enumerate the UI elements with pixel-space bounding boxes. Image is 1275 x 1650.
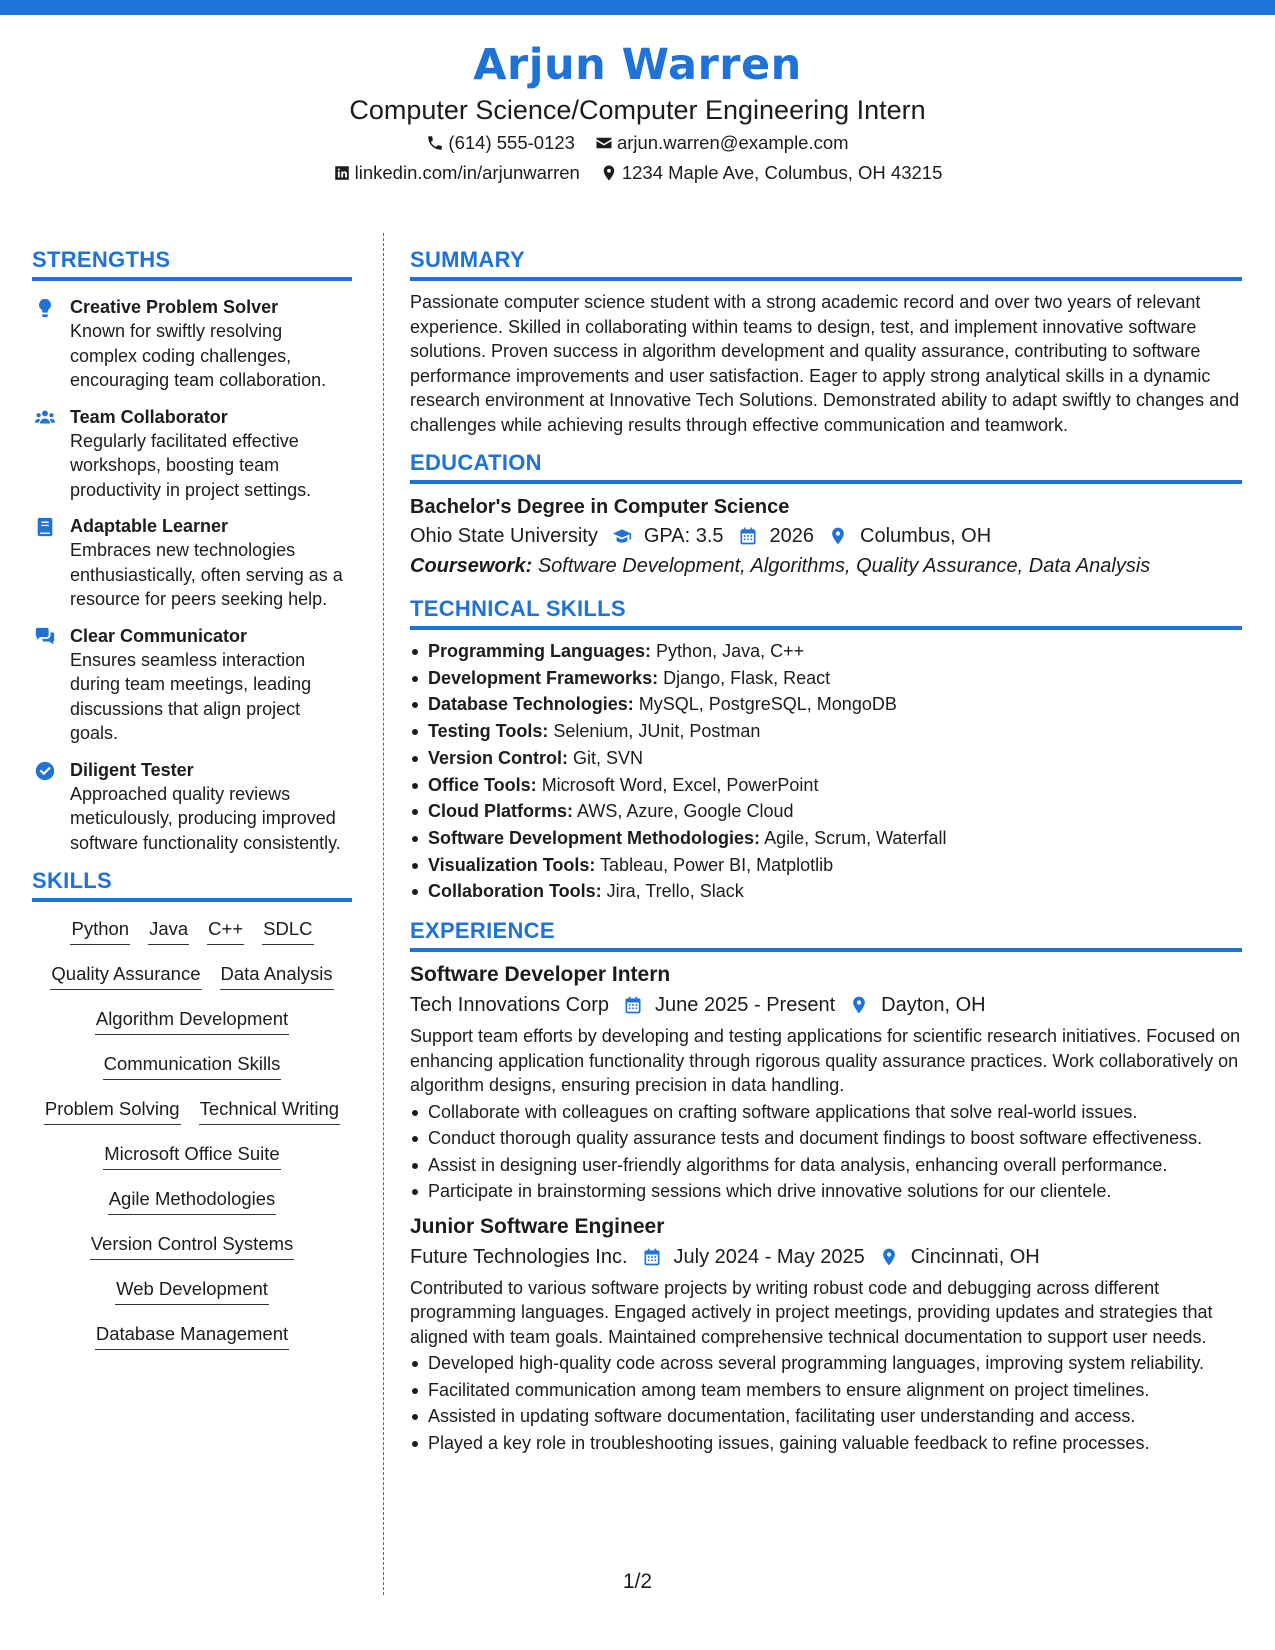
job-title: Junior Software Engineer [410, 1214, 665, 1238]
coursework-label: Coursework: [410, 555, 533, 577]
experience-heading: EXPERIENCE [410, 917, 1242, 952]
school-location: Columbus, OH [860, 525, 992, 547]
skill-tag: Algorithm Development [95, 1006, 289, 1035]
skill-tag: C++ [207, 916, 244, 945]
skill-tag: Agile Methodologies [108, 1186, 277, 1215]
list-item: Played a key role in troubleshooting issues, gaining valuable feedback to refine processes. [410, 1431, 1242, 1456]
list-item: Assist in designing user-friendly algorithms for data analysis, enhancing overall performance. [410, 1153, 1242, 1178]
strength-name: Clear Communicator [70, 625, 248, 646]
job-description: Support team efforts by developing and testing applications for scientific research initiatives. Focused on enhancing application functionality through rigorous quality assurance practices. Work collaboratively on algorithm designs, ensuring precision in data handling. [410, 1026, 1241, 1096]
coursework-list: Software Development, Algorithms, Quality Assurance, Data Analysis [537, 555, 1151, 577]
job-bullets [410, 1351, 1242, 1455]
strengths-list [32, 295, 352, 855]
list-item [410, 852, 1242, 879]
list-item [410, 665, 1242, 692]
skill-row [32, 1049, 352, 1094]
map-marker-icon [828, 526, 848, 546]
list-item [410, 745, 1242, 772]
skill-row [32, 1004, 352, 1049]
left-column [32, 246, 352, 1364]
strength-name: Diligent Tester [70, 759, 194, 780]
linkedin-contact[interactable] [333, 158, 580, 188]
job-title: Software Developer Intern [410, 963, 671, 987]
skill-category: Database Technologies: [428, 694, 634, 715]
summary-text: Passionate computer science student with a strong academic record and over two years of relevant experience. Skilled in collaborating within teams to design, test, and implement innovative software solutions. Proven success in algorithm development and quality assurance, contributing to software performance improvements and user satisfaction. Eager to apply strong analytical skills in a dynamic research environment at Innovative Tech Solutions. Demonstrated ability to adapt swiftly to changes and challenges while achieving results through effective communication and teamwork. [410, 292, 1240, 435]
phone-text: (614) 555-0123 [448, 132, 575, 153]
list-item: Assisted in updating software documentation, facilitating user understanding and access. [410, 1404, 1242, 1429]
technical-skills-list [410, 638, 1242, 905]
calendar-icon [642, 1247, 662, 1267]
map-marker-icon [849, 995, 869, 1015]
skill-values: Jira, Trello, Slack [606, 881, 744, 902]
skill-tag: Java [148, 916, 189, 945]
skill-row [32, 1229, 352, 1274]
list-item [410, 825, 1242, 852]
map-marker-icon [879, 1247, 899, 1267]
skill-tag: Database Management [95, 1321, 289, 1350]
company-name: Future Technologies Inc. [410, 1245, 628, 1268]
lightbulb-icon [34, 297, 56, 319]
phone-icon [426, 134, 444, 152]
strength-desc: Known for swiftly resolving complex coding challenges, encouraging team collaboration. [70, 321, 327, 390]
strength-item [32, 758, 352, 856]
skill-tag: Data Analysis [220, 961, 334, 990]
summary-heading: SUMMARY [410, 246, 1242, 281]
list-item [410, 691, 1242, 718]
strength-desc: Ensures seamless interaction during team meetings, leading discussions that align project goals. [70, 649, 312, 743]
job-dates: June 2025 - Present [655, 994, 836, 1017]
skill-category: Programming Languages: [428, 641, 652, 661]
list-item: Developed high-quality code across several programming languages, improving system reliability. [410, 1351, 1242, 1376]
candidate-title: Computer Science/Computer Engineering Intern [349, 95, 926, 125]
address-contact [600, 158, 943, 188]
job-entry [410, 1212, 1242, 1456]
list-item [410, 718, 1242, 745]
skill-row [32, 1139, 352, 1184]
skill-values: Python, Java, C++ [656, 641, 805, 661]
contact-row-2 [0, 158, 1275, 188]
strength-item [32, 514, 352, 612]
school-name: Ohio State University [410, 525, 598, 547]
skill-values: Agile, Scrum, Waterfall [764, 827, 947, 848]
address-text: 1234 Maple Ave, Columbus, OH 43215 [621, 162, 943, 183]
skill-row [32, 1184, 352, 1229]
company-name: Tech Innovations Corp [410, 994, 610, 1017]
skill-category: Office Tools: [428, 774, 537, 795]
top-accent-bar [0, 0, 1275, 15]
degree-name: Bachelor's Degree in Computer Science [410, 496, 790, 518]
skill-tag: Python [70, 916, 130, 945]
skill-category: Visualization Tools: [428, 854, 596, 875]
skill-category: Collaboration Tools: [428, 881, 602, 902]
page-number: 1/2 [622, 1570, 653, 1593]
skill-tag: Quality Assurance [50, 961, 201, 990]
job-description: Contributed to various software projects by writing robust code and debugging across different programming languages. Engaged actively in project meetings, providing updates and strategies that aligned with team goals. Maintained comprehensive technical documentation to support user needs. [410, 1277, 1213, 1347]
right-column [410, 246, 1242, 1455]
list-item: Collaborate with colleagues on crafting software applications that solve real-world issues. [410, 1100, 1242, 1125]
strengths-heading: STRENGTHS [32, 246, 352, 281]
coursework-line [410, 551, 1242, 581]
comments-icon [34, 626, 56, 648]
technical-skills-section [410, 595, 1242, 905]
skill-tag: Version Control Systems [90, 1231, 295, 1260]
column-divider [383, 233, 384, 1595]
skill-category: Testing Tools: [428, 721, 549, 742]
job-location: Cincinnati, OH [910, 1245, 1040, 1268]
job-entry [410, 960, 1242, 1204]
map-marker-icon [600, 164, 618, 182]
strength-item [32, 405, 352, 503]
skill-values: Selenium, JUnit, Postman [553, 721, 761, 742]
job-location: Dayton, OH [881, 994, 986, 1017]
list-item [410, 798, 1242, 825]
email-contact[interactable] [595, 128, 849, 158]
strength-name: Creative Problem Solver [70, 297, 279, 317]
resume-header [0, 38, 1275, 188]
skill-category: Version Control: [428, 747, 569, 768]
skills-tag-list [32, 914, 352, 1364]
skill-row [32, 914, 352, 959]
skill-category: Development Frameworks: [428, 667, 659, 688]
job-dates: July 2024 - May 2025 [673, 1245, 865, 1268]
users-icon [34, 407, 56, 429]
envelope-icon [595, 134, 613, 152]
job-bullets [410, 1100, 1242, 1204]
skills-heading: SKILLS [32, 867, 352, 902]
strength-desc: Regularly facilitated effective workshops, boosting team productivity in project settings. [70, 430, 312, 500]
gpa-text: GPA: 3.5 [643, 525, 724, 547]
calendar-icon [738, 526, 758, 546]
skill-row [32, 1319, 352, 1364]
skill-tag: Communication Skills [103, 1051, 282, 1080]
skill-row [32, 959, 352, 1004]
list-item [410, 638, 1242, 665]
skill-row [32, 1274, 352, 1319]
education-meta [410, 521, 1242, 551]
skill-tag: Web Development [115, 1276, 269, 1305]
strength-item [32, 295, 352, 393]
list-item [410, 772, 1242, 799]
skill-row [32, 1094, 352, 1139]
job-meta [410, 990, 1242, 1020]
skill-category: Cloud Platforms: [428, 801, 574, 822]
strength-name: Adaptable Learner [70, 516, 229, 536]
strength-name: Team Collaborator [70, 406, 228, 427]
skill-values: Git, SVN [573, 747, 644, 768]
list-item: Conduct thorough quality assurance tests and document findings to boost software effectiveness. [410, 1126, 1242, 1151]
graduation-cap-icon [612, 526, 632, 546]
skill-values: AWS, Azure, Google Cloud [577, 801, 794, 822]
skill-values: Django, Flask, React [663, 667, 831, 688]
skill-values: Tableau, Power BI, Matplotlib [600, 854, 834, 875]
candidate-name: Arjun Warren [473, 40, 802, 90]
strength-desc: Embraces new technologies enthusiastically, often serving as a resource for peers seeking help. [70, 540, 343, 609]
skill-tag: Technical Writing [199, 1096, 341, 1125]
skill-tag: Microsoft Office Suite [103, 1141, 280, 1170]
skill-tag: Problem Solving [44, 1096, 181, 1125]
technical-skills-heading: TECHNICAL SKILLS [410, 595, 1242, 630]
book-icon [34, 516, 56, 538]
strength-item [32, 624, 352, 746]
calendar-icon [623, 995, 643, 1015]
check-circle-icon [34, 760, 56, 782]
list-item [410, 878, 1242, 905]
list-item: Facilitated communication among team members to ensure alignment on project timelines. [410, 1378, 1242, 1403]
strength-desc: Approached quality reviews meticulously, producing improved software functionality consistently. [70, 783, 341, 853]
skill-values: MySQL, PostgreSQL, MongoDB [638, 694, 897, 715]
graduation-year: 2026 [769, 525, 815, 547]
skill-category: Software Development Methodologies: [428, 827, 761, 848]
phone-contact [426, 128, 575, 158]
job-meta [410, 1242, 1242, 1272]
email-text[interactable]: arjun.warren@example.com [616, 132, 849, 153]
experience-section [410, 917, 1242, 1455]
linkedin-icon [333, 164, 351, 182]
skill-values: Microsoft Word, Excel, PowerPoint [541, 774, 819, 795]
education-heading: EDUCATION [410, 449, 1242, 484]
skill-tag: SDLC [262, 916, 313, 945]
contact-row-1 [0, 128, 1275, 158]
education-section [410, 449, 1242, 581]
list-item: Participate in brainstorming sessions which drive innovative solutions for our clientele. [410, 1179, 1242, 1204]
linkedin-text[interactable]: linkedin.com/in/arjunwarren [354, 162, 580, 183]
